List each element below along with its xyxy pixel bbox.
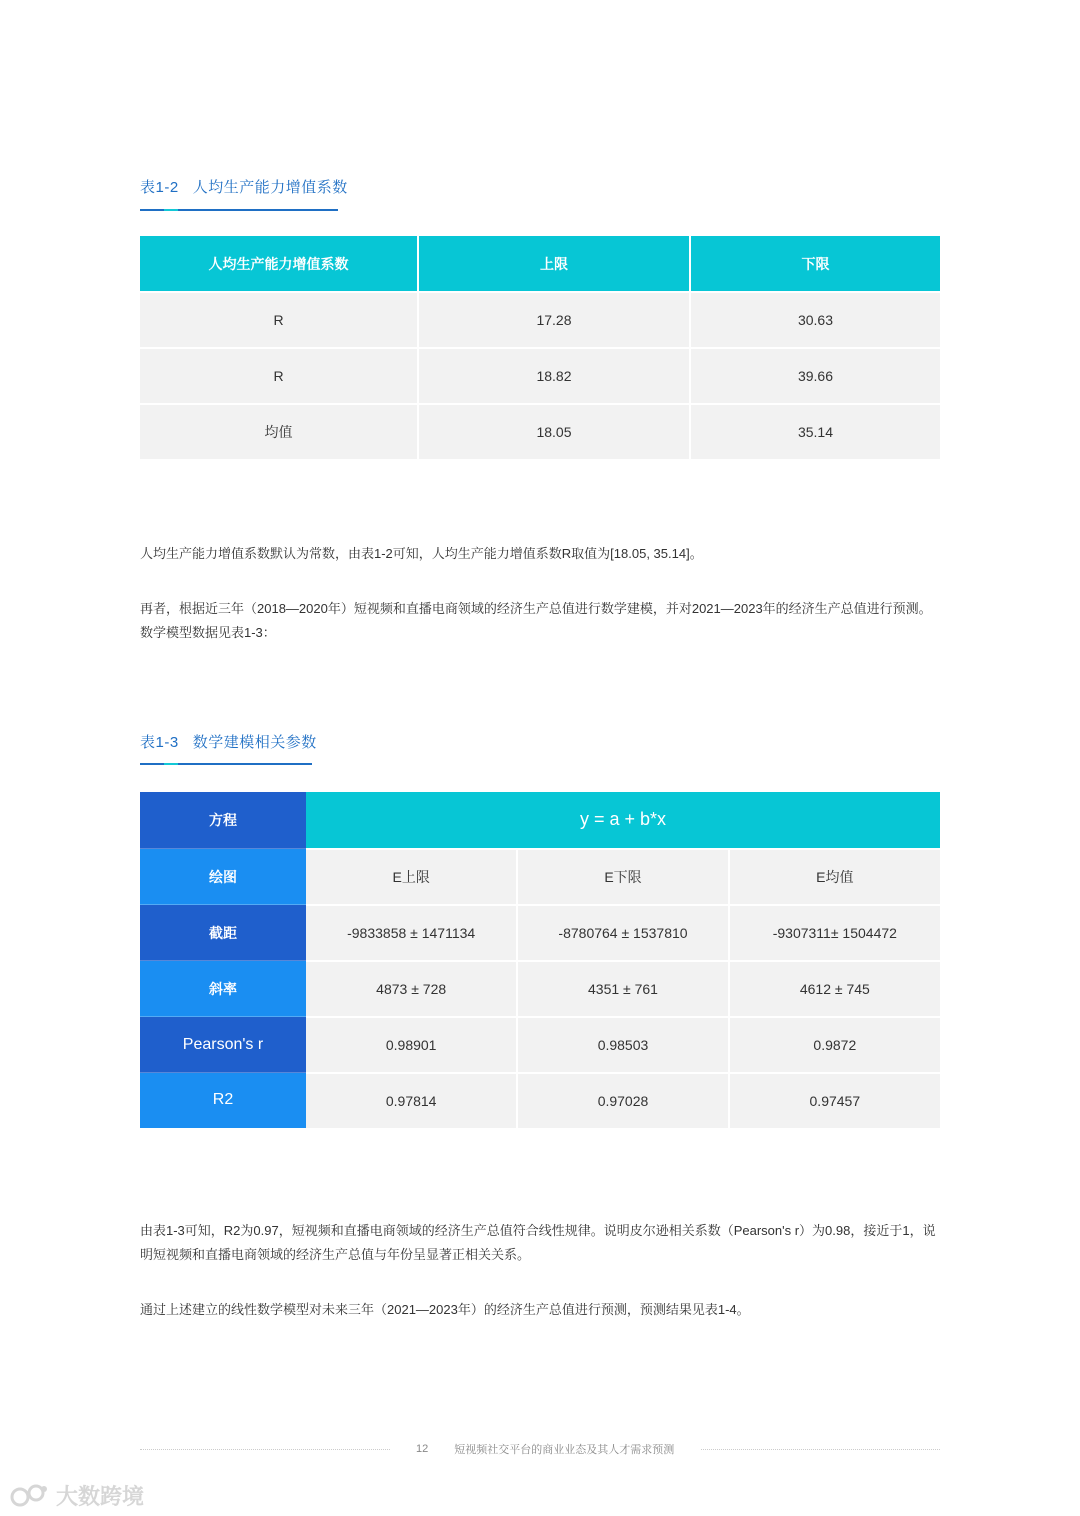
- table13-cell: E上限: [306, 849, 517, 905]
- watermark-text: 大数跨境: [56, 1484, 145, 1509]
- table12-cell: 均值: [140, 404, 418, 459]
- watermark-logo-icon: [10, 1483, 50, 1509]
- table12-cell: 30.63: [690, 292, 940, 348]
- table12-cell: R: [140, 292, 418, 348]
- table-row: [140, 404, 940, 459]
- table12-cell: 18.05: [418, 404, 690, 459]
- table12-caption: [140, 176, 348, 197]
- table12-header-lower: 下限: [690, 236, 940, 292]
- table12-caption-title: 人均生产能力增值系数: [192, 179, 348, 196]
- table12-header-row: [140, 236, 940, 292]
- paragraph-3: 由表1-3可知，R2为0.97，短视频和直播电商领域的经济生产总值符合线性规律。说明皮尔逊相关系数（Pearson's r）为0.98，接近于1，说明短视频和直播电商领域的经济生产总值与年份呈显著正相关关系。: [140, 1223, 936, 1262]
- table13: [140, 791, 940, 1128]
- table13-caption-number: 表1-3: [140, 734, 179, 751]
- watermark: [10, 1480, 144, 1511]
- table-row: [140, 905, 940, 961]
- footer-title: 短视频社交平台的商业业态及其人才需求预测: [454, 1444, 675, 1456]
- table12: [140, 236, 940, 459]
- table13-caption-title: 数学建模相关参数: [192, 734, 317, 751]
- table13-cell: 0.9872: [729, 1017, 940, 1073]
- table12-cell: 17.28: [418, 292, 690, 348]
- table13-row-label: 方程: [140, 792, 306, 849]
- table13-cell: 0.97457: [729, 1073, 940, 1128]
- page-footer: [390, 1440, 700, 1458]
- table-row: [140, 1017, 940, 1073]
- table12-caption-underline: [140, 209, 338, 211]
- table13-row-label: Pearson's r: [140, 1017, 306, 1073]
- table13-cell: 4873 ± 728: [306, 961, 517, 1017]
- table12-header-coefficient: 人均生产能力增值系数: [140, 236, 418, 292]
- table13-cell: 0.97028: [517, 1073, 728, 1128]
- table12-header-upper: 上限: [418, 236, 690, 292]
- table13-cell: -9307311± 1504472: [729, 905, 940, 961]
- table13-row-label: 截距: [140, 905, 306, 961]
- table13-caption: [140, 731, 317, 752]
- table13-row-label: 绘图: [140, 849, 306, 905]
- table13-cell: -9833858 ± 1471134: [306, 905, 517, 961]
- table13-row-label: 斜率: [140, 961, 306, 1017]
- paragraph-2: 再者，根据近三年（2018—2020年）短视频和直播电商领域的经济生产总值进行数学建模，并对2021—2023年的经济生产总值进行预测。数学模型数据见表1-3：: [140, 601, 932, 640]
- table12-caption-number: 表1-2: [140, 179, 179, 196]
- table12-cell: 35.14: [690, 404, 940, 459]
- table13-cell: 0.98901: [306, 1017, 517, 1073]
- table13-cell: E均值: [729, 849, 940, 905]
- paragraph-1: 人均生产能力增值系数默认为常数，由表1-2可知，人均生产能力增值系数R取值为[18.05, 35.14]。: [140, 546, 703, 561]
- table12-cell: 18.82: [418, 348, 690, 404]
- table13-cell: E下限: [517, 849, 728, 905]
- table12-cell: 39.66: [690, 348, 940, 404]
- table13-cell: 4612 ± 745: [729, 961, 940, 1017]
- table-row: [140, 348, 940, 404]
- paragraph-4: 通过上述建立的线性数学模型对未来三年（2021—2023年）的经济生产总值进行预测，预测结果见表1-4。: [140, 1302, 750, 1317]
- table-row: [140, 961, 940, 1017]
- table12-cell: R: [140, 348, 418, 404]
- table13-equation: y = a + b*x: [306, 792, 940, 849]
- table13-row-label: R2: [140, 1073, 306, 1128]
- table13-cell: 0.98503: [517, 1017, 728, 1073]
- table-row: [140, 792, 940, 849]
- page-number: 12: [416, 1443, 429, 1455]
- table13-caption-underline: [140, 763, 312, 765]
- table-row: [140, 849, 940, 905]
- table13-cell: 4351 ± 761: [517, 961, 728, 1017]
- table-row: [140, 1073, 940, 1128]
- table13-cell: 0.97814: [306, 1073, 517, 1128]
- table13-cell: -8780764 ± 1537810: [517, 905, 728, 961]
- table-row: [140, 292, 940, 348]
